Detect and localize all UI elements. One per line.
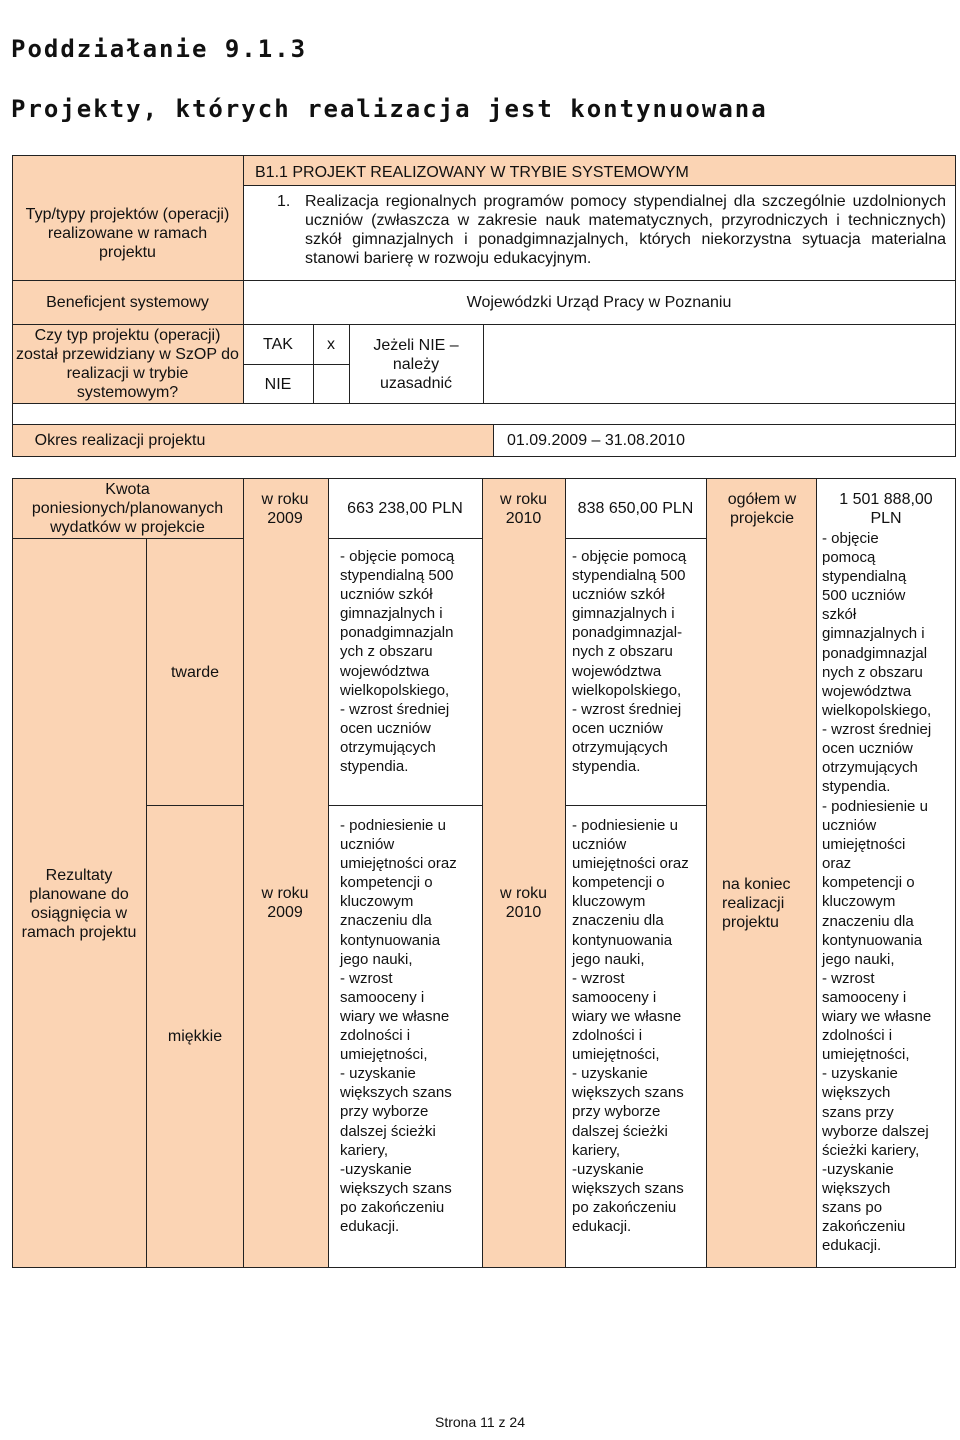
- results-soft-total: - podniesienie u uczniów umiejętności oraz kompetencji o kluczowym znaczeniu dla kontynuowania jego nauki, - wzrost samooceny i wiary we własne zdolności i umiejętności, - uzyskanie większych szans przy wyborze dalszej ścieżki kariery, -uzyskanie większych szans po zakończeniu edukacji.: [822, 798, 932, 1255]
- type-item-number: 1.: [277, 193, 291, 210]
- document-subtitle: Projekty, których realizacja jest kontynuowana: [11, 95, 768, 123]
- results-hard-label: twarde: [170, 663, 220, 681]
- results-hard-2010: - objęcie pomocą stypendialną 500 uczniów szkół gimnazjalnych i ponadgimnazjal- nych z obszaru województwa wielkopolskiego, - wzrost średniej ocen uczniów otrzymujących stypendia.: [572, 548, 687, 776]
- type-label: Typ/typy projektów (operacji) realizowane w ramach projektu: [25, 205, 230, 261]
- amount-total-label: ogółem w projekcie: [727, 490, 797, 527]
- szop-label: Czy typ projektu (operacji) został przewidziany w SzOP do realizacji w trybie systemowym?: [16, 327, 239, 401]
- beneficiary-label: Beneficjent systemowy: [46, 294, 209, 311]
- results-soft-2010: - podniesienie u uczniów umiejętności oraz kompetencji o kluczowym znaczeniu dla kontynuowania jego nauki, - wzrost samooceny i wiary we własne zdolności i umiejętności, - uzyskanie większych szans przy wyborze dalszej ścieżki kariery, -uzyskanie większych szans po zakończeniu edukacji.: [572, 817, 689, 1235]
- results-year1-label: w roku 2009: [261, 885, 309, 921]
- results-soft-2009: - podniesienie u uczniów umiejętności oraz kompetencji o kluczowym znaczeniu dla kontynuowania jego nauki, - wzrost samooceny i wiary we własne zdolności i umiejętności, - uzyskanie większych szans przy wyborze dalszej ścieżki kariery, -uzyskanie większych szans po zakończeniu edukacji.: [340, 817, 457, 1235]
- type-heading: B1.1 PROJEKT REALIZOWANY W TRYBIE SYSTEMOWYM: [255, 164, 689, 181]
- szop-nie-label: NIE: [264, 375, 292, 393]
- amount-label: Kwota poniesionych/planowanych wydatków w projekcie: [31, 481, 224, 536]
- results-hard-total: - objęcie pomocą stypendialną 500 uczniów szkół gimnazjalnych i ponadgimnazjal nych z obszaru województwa wielkopolskiego, - wzrost średniej ocen uczniów otrzymujących stypendia.: [822, 530, 932, 796]
- amount-year2-label: w roku 2010: [499, 490, 548, 527]
- szop-tak-label: TAK: [263, 336, 293, 353]
- page-number: Strona 11 z 24: [434, 1414, 526, 1430]
- amount-year1-label: w roku 2009: [261, 490, 309, 527]
- szop-nie-checkbox[interactable]: [313, 365, 349, 403]
- amount-total-value: 1 501 888,00 PLN: [839, 490, 933, 527]
- amount-year2-value: 838 650,00 PLN: [577, 500, 694, 517]
- results-label: Rezultaty planowane do osiągnięcia w ramach projektu: [21, 866, 137, 941]
- results-hard-2009: - objęcie pomocą stypendialną 500 uczniów szkół gimnazjalnych i ponadgimnazjaln ych z obszaru województwa wielkopolskiego, - wzrost średniej ocen uczniów otrzymujących stypendia.: [340, 548, 455, 776]
- amount-year1-value: 663 238,00 PLN: [347, 500, 463, 517]
- period-value: 01.09.2009 – 31.08.2010: [507, 432, 685, 449]
- szop-tak-checkbox[interactable]: x: [327, 336, 335, 353]
- results-total-label: na koniec realizacji projektu: [722, 875, 791, 931]
- results-soft-label: miękkie: [167, 1028, 223, 1045]
- type-item-text: Realizacja regionalnych programów pomocy stypendialnej dla szczególnie uzdolnionych uczniów (zwłaszcza w zakresie nauk matematycznych, przyrodniczych i technicznych) szkół gimnazjalnych i ponadgimnazjalnych, których niekorzystna sytuacja materialna stanowi barierę w rozwoju edukacyjnym.: [305, 193, 946, 267]
- period-label: Okres realizacji projektu: [34, 432, 206, 449]
- szop-justify-label: Jeżeli NIE – należy uzasadnić: [373, 336, 459, 392]
- beneficiary-value: Wojewódzki Urząd Pracy w Poznaniu: [466, 294, 732, 311]
- results-year2-label: w roku 2010: [499, 885, 548, 921]
- szop-justification: [484, 325, 954, 403]
- document-title: Poddziałanie 9.1.3: [11, 35, 308, 63]
